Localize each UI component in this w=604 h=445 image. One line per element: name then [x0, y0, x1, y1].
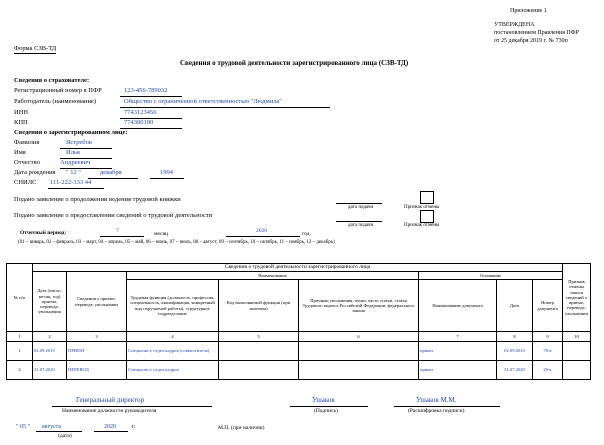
row-num: 2 [7, 361, 33, 380]
header-doc-num: Номер документа [533, 280, 563, 332]
header-code: Код выполняемой функции (при наличии) [219, 280, 299, 332]
table-caption: Сведения о трудовой деятельности зарегистрированного лица [33, 264, 563, 272]
row-date: 31.07.2020 [33, 361, 67, 380]
approved-decree: постановлением Правления ПФР [494, 30, 579, 36]
col-number: 5 [219, 332, 299, 342]
row-code [219, 342, 299, 361]
row-reason [299, 342, 419, 361]
patronymic-label: Отчество [14, 159, 40, 166]
kpp-value: 774300100 [124, 119, 154, 126]
provide-cancel-label: Признак отмены [404, 223, 440, 228]
row-reason [299, 361, 419, 380]
surname-value: Ястребов [66, 139, 92, 146]
continue-date-label: дата подачи [348, 205, 374, 210]
signature-decode-label: (Расшифровка подписи) [408, 408, 465, 414]
sign-date-label: (дата) [58, 433, 72, 439]
row-code [219, 361, 299, 380]
col-number: 1 [7, 332, 33, 342]
col-number: 2 [33, 332, 67, 342]
period-year-value: 2020 [256, 228, 267, 234]
sign-day-value: " 05 " [16, 424, 30, 430]
header-doc-name: Наименование документа [419, 280, 497, 332]
sign-year-suffix: г. [132, 424, 136, 430]
name-value: Илья [66, 149, 80, 156]
birth-day-value: " 12 " [66, 169, 82, 176]
name-label: Имя [14, 149, 26, 156]
col-number: 6 [299, 332, 419, 342]
signature-decode-value: Ушаков М.М. [416, 396, 457, 404]
period-month-label: месяц [154, 231, 168, 237]
provide-date-label: дата подачи [348, 223, 374, 228]
col-number: 8 [497, 332, 533, 342]
person-heading: Сведения о зарегистрированном лице: [14, 129, 128, 136]
birth-month-value: декабря [100, 169, 122, 176]
row-event: ПЕРЕВОД [67, 361, 127, 380]
header-date: Дата (число, месяц, год) приема, перевода, увольнения [33, 272, 67, 332]
snils-value: 111-222-333 44 [50, 179, 92, 186]
provide-cancel-checkbox[interactable] [420, 210, 434, 223]
insurer-heading: Сведения о страхователе: [14, 77, 90, 84]
col-number: 7 [419, 332, 497, 342]
col-number: 3 [67, 332, 127, 342]
kpp-label: КПП [14, 119, 28, 126]
approved-label: УТВЕРЖДЕНА [494, 22, 535, 28]
row-doc-date: 02.09.2019 [497, 342, 533, 361]
signature-label: (Подпись) [314, 408, 338, 414]
row-cancel [563, 361, 591, 380]
sign-year-value: 2020 [104, 424, 116, 430]
birth-year-value: 1994 [160, 169, 173, 176]
header-event: Сведения о приеме, переводе, увольнении [67, 272, 127, 332]
provide-info-text: Подано заявление о предоставлении сведений о трудовой деятельности [14, 212, 213, 219]
col-number: 9 [533, 332, 563, 342]
manager-position-label: Наименование должности руководителя [62, 408, 157, 414]
row-doc-num: 29-к [533, 361, 563, 380]
continue-cancel-label: Признак отмены [404, 205, 440, 210]
continue-book-text: Подано заявление о продолжении ведения трудовой книжки [14, 196, 181, 203]
period-month-value: 7 [116, 228, 119, 234]
header-function: Трудовая функция (должность, профессия, специальность, квалификация, конкретный вид поручаемой работы), структурное подразделение [127, 280, 219, 332]
signature-value: Ушаков [312, 396, 335, 404]
inn-value: 7743123456 [124, 109, 157, 116]
row-date: 02.09.2019 [33, 342, 67, 361]
row-doc-date: 31.07.2020 [497, 361, 533, 380]
table-row [7, 361, 591, 380]
row-cancel [563, 342, 591, 361]
header-group-basis: Основание [419, 272, 563, 280]
table-row [7, 342, 591, 361]
continue-cancel-checkbox[interactable] [420, 191, 434, 204]
col-number: 4 [127, 332, 219, 342]
row-num: 1 [7, 342, 33, 361]
employer-value: Общество с ограниченной ответственностью "Людмила" [124, 98, 282, 105]
row-doc-name: приказ [419, 361, 497, 380]
labor-activity-table [6, 263, 591, 380]
form-name: Форма СЗВ-ТД [14, 45, 57, 52]
row-doc-name: приказ [419, 342, 497, 361]
surname-label: Фамилия [14, 139, 40, 146]
header-num: № п/п [7, 264, 33, 332]
appendix-title: Приложение 1 [510, 8, 547, 14]
approved-date: от 25 декабря 2019 г. № 730п [494, 38, 568, 44]
period-label: Отчетный период: [20, 230, 67, 236]
header-group-name: Наименование [127, 272, 419, 280]
snils-label: СНИЛС [14, 179, 37, 186]
col-number: 10 [563, 332, 591, 342]
period-legend: (01 – январь, 02 – февраль, 03 – март, 04 – апрель, 05 – май, 06 – июнь, 07 – июль, 08 – август, 09 – сентябрь, 10 – октябрь, 11 – ноябрь, 12 – декабрь) [18, 240, 335, 245]
row-function: Специалист, отдел кадров (совместитель) [127, 342, 219, 361]
stamp-label: М.П. (при наличии) [218, 425, 265, 431]
row-doc-num: 78-к [533, 342, 563, 361]
header-doc-date: Дата [497, 280, 533, 332]
sign-month-value: августа [42, 424, 61, 430]
inn-label: ИНН [14, 109, 29, 116]
manager-position-value: Генеральный директор [76, 396, 144, 404]
employer-label: Работодатель (наименование) [14, 98, 96, 105]
document-title: Сведения о трудовой деятельности зарегистрированного лица (СЗВ-ТД) [180, 59, 409, 67]
patronymic-value: Андреевич [60, 159, 91, 166]
period-year-label: год [302, 231, 310, 237]
reg-number-value: 123-456-789032 [124, 87, 168, 94]
row-event: ПРИЕМ [67, 342, 127, 361]
row-function: Специалист, отдел кадров [127, 361, 219, 380]
birth-date-label: Дата рождения [14, 169, 56, 176]
header-cancel: Признак отмены записи сведений о приеме, переводе, увольнении [563, 264, 591, 332]
reg-number-label: Регистрационный номер в ПФР [14, 87, 102, 94]
header-reason: Причины увольнения, пункт, часть статьи, статья Трудового кодекса Российской Федерации, федерального закона [299, 280, 419, 332]
